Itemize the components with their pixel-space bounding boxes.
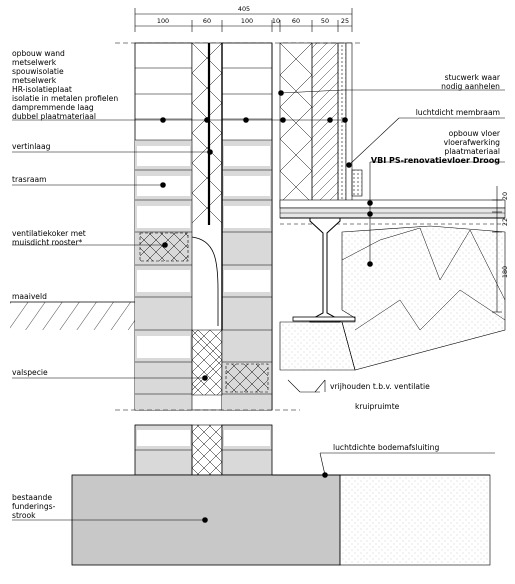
label-dampremmende-laag: dampremmende laag [12,103,94,112]
label-membrane: luchtdicht membraam [415,108,500,117]
dim-total: 405 [237,5,251,13]
dimension-top [135,5,352,32]
label-metselwerk-1: metselwerk [12,58,57,67]
dim-segment-1: 100 [156,17,170,25]
label-hr-isolatieplaat: HR-isolatieplaat [12,85,72,94]
dim-vertical-2: 22 [501,217,509,227]
label-valspecie: valspecie [12,368,48,377]
label-opbouw-wand: opbouw wand [12,49,65,58]
label-trasraam: trasraam [12,175,47,184]
label-keep-clear: vrijhouden t.b.v. ventilatie [330,382,430,391]
label-plaatmateriaal: plaatmateriaal [444,147,500,156]
label-maaiveld: maaiveld [12,292,47,301]
label-floor-seal: luchtdichte bodemafsluiting [333,443,440,452]
label-vloerafwerking: vloerafwerking [443,138,500,147]
label-opbouw-vloer: opbouw vloer [448,129,500,138]
dim-segment-7: 25 [340,17,350,25]
label-bestaande: bestaande [12,493,53,502]
dim-segment-6: 50 [320,17,330,25]
crawlspace-floor-seal [340,475,490,565]
ground-soil [10,302,135,330]
label-metselwerk-2: metselwerk [12,76,57,85]
dim-segment-4: 10 [271,17,281,25]
crawlspace-fill [280,226,505,370]
label-stucwerk: stucwerk waar [444,73,500,82]
label-product: VBI PS-renovatievloer Droog [370,156,500,165]
label-strook: strook [12,511,36,520]
label-dubbel-plaatmateriaal: dubbel plaatmateriaal [12,112,97,121]
dim-segment-5: 60 [291,17,301,25]
dim-vertical-1: 20 [501,191,509,201]
dim-vertical-3: 180 [501,265,509,279]
label-spouwisolatie: spouwisolatie [12,67,64,76]
inner-brick-leaf [222,43,272,410]
label-muisdicht-rooster: muisdicht rooster* [12,238,83,247]
label-isolatie-profielen: isolatie in metalen profielen [12,94,119,103]
dim-segment-3: 100 [240,17,254,25]
label-kruipruimte: kruipruimte [355,402,400,411]
dim-segment-2: 60 [202,17,212,25]
label-funderings: funderings- [12,502,56,511]
outer-brick-leaf [135,43,192,410]
label-vertinlaag: vertinlaag [12,142,51,151]
lower-wall [135,425,272,475]
labels-left [12,49,118,520]
label-ventilatiekoker: ventilatiekoker met [12,229,86,238]
valspecie-area [192,330,222,395]
label-nodig-aanhelen: nodig aanhelen [441,82,500,91]
